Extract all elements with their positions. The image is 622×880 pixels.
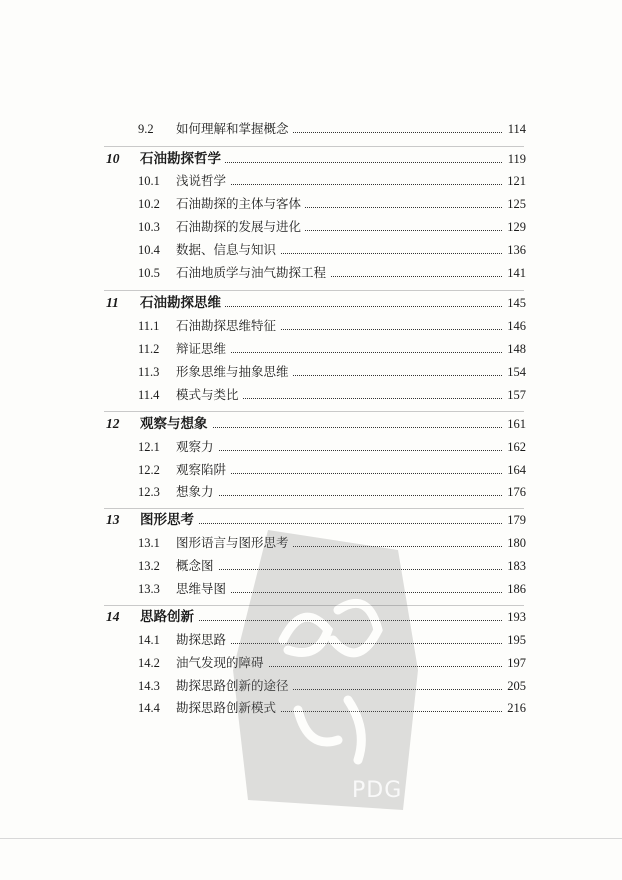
section-number: 12.1 <box>138 440 160 454</box>
toc-entry-10-1[interactable] <box>0 170 622 192</box>
chapter-title: 思路创新 <box>140 606 198 628</box>
section-title: 想象力 <box>176 481 218 503</box>
page-number: 183 <box>504 555 526 577</box>
page-number: 164 <box>504 459 526 481</box>
section-number: 14.2 <box>138 656 160 670</box>
chapter-number: 12 <box>106 416 120 431</box>
page-number: 157 <box>504 384 526 406</box>
toc-chapter-12[interactable] <box>0 413 622 435</box>
page-bottom-rule <box>0 838 622 839</box>
chapter-number: 11 <box>106 295 119 310</box>
toc-entry-10-4[interactable] <box>0 239 622 261</box>
page-number: 205 <box>504 675 526 697</box>
section-number: 11.1 <box>138 319 160 333</box>
section-title: 辩证思维 <box>176 338 230 360</box>
toc-entry-11-3[interactable] <box>0 361 622 383</box>
section-title: 勘探思路创新的途径 <box>176 675 293 697</box>
section-title: 观察力 <box>176 436 218 458</box>
section-number: 11.4 <box>138 388 160 402</box>
section-title: 石油勘探的发展与进化 <box>176 216 305 238</box>
page-number: 145 <box>504 292 526 314</box>
page-number: 193 <box>504 606 526 628</box>
page-number: 162 <box>504 436 526 458</box>
page-number: 179 <box>504 509 526 531</box>
toc-entry-10-3[interactable] <box>0 216 622 238</box>
toc-entry-12-3[interactable] <box>0 481 622 503</box>
toc-chapter-10[interactable] <box>0 148 622 170</box>
toc-entry-9-2[interactable] <box>0 118 622 140</box>
section-title: 观察陷阱 <box>176 459 230 481</box>
page-number: 154 <box>504 361 526 383</box>
section-number: 13.1 <box>138 536 160 550</box>
page-number: 148 <box>504 338 526 360</box>
section-title: 油气发现的障碍 <box>176 652 268 674</box>
section-number: 10.4 <box>138 243 160 257</box>
section-number: 10.5 <box>138 266 160 280</box>
section-number: 10.1 <box>138 174 160 188</box>
section-number: 14.3 <box>138 679 160 693</box>
chapter-title: 图形思考 <box>140 509 198 531</box>
section-title: 数据、信息与知识 <box>176 239 280 261</box>
section-number: 10.2 <box>138 197 160 211</box>
chapter-number: 14 <box>106 609 120 624</box>
chapter-divider <box>104 411 524 412</box>
section-title: 勘探思路创新模式 <box>176 697 280 719</box>
toc-entry-12-2[interactable] <box>0 459 622 481</box>
toc-entry-12-1[interactable] <box>0 436 622 458</box>
section-title: 形象思维与抽象思维 <box>176 361 293 383</box>
section-number: 9.2 <box>138 122 154 136</box>
section-number: 13.3 <box>138 582 160 596</box>
page-number: 146 <box>504 315 526 337</box>
page-number: 186 <box>504 578 526 600</box>
section-title: 石油勘探思维特征 <box>176 315 280 337</box>
toc-chapter-11[interactable] <box>0 292 622 314</box>
section-title: 如何理解和掌握概念 <box>176 118 293 140</box>
section-title: 浅说哲学 <box>176 170 230 192</box>
dot-leader <box>176 481 502 496</box>
page-number: 119 <box>505 148 526 170</box>
chapter-divider <box>104 146 524 147</box>
page-number: 125 <box>504 193 526 215</box>
section-number: 12.2 <box>138 463 160 477</box>
section-title: 模式与类比 <box>176 384 243 406</box>
section-title: 石油勘探的主体与客体 <box>176 193 305 215</box>
chapter-title: 观察与想象 <box>140 413 212 435</box>
section-number: 11.2 <box>138 342 160 356</box>
section-number: 14.4 <box>138 701 160 715</box>
toc-entry-11-2[interactable] <box>0 338 622 360</box>
toc-entry-11-4[interactable] <box>0 384 622 406</box>
page-number: 176 <box>504 481 526 503</box>
section-number: 11.3 <box>138 365 160 379</box>
toc-entry-10-5[interactable] <box>0 262 622 284</box>
page-number: 136 <box>504 239 526 261</box>
page-number: 141 <box>504 262 526 284</box>
section-title: 石油地质学与油气勘探工程 <box>176 262 330 284</box>
section-title: 思维导图 <box>176 578 230 600</box>
dot-leader <box>176 436 502 451</box>
chapter-title: 石油勘探思维 <box>140 292 225 314</box>
chapter-number: 13 <box>106 512 120 527</box>
section-title: 勘探思路 <box>176 629 230 651</box>
watermark-seal-icon <box>228 520 428 820</box>
toc-entry-11-1[interactable] <box>0 315 622 337</box>
section-number: 13.2 <box>138 559 160 573</box>
page-number: 129 <box>504 216 526 238</box>
page-number: 216 <box>504 697 526 719</box>
page-number: 197 <box>504 652 526 674</box>
section-title: 图形语言与图形思考 <box>176 532 293 554</box>
section-number: 10.3 <box>138 220 160 234</box>
page-number: 121 <box>504 170 526 192</box>
toc-entry-10-2[interactable] <box>0 193 622 215</box>
page-number: 161 <box>504 413 526 435</box>
section-number: 14.1 <box>138 633 160 647</box>
chapter-title: 石油勘探哲学 <box>140 148 225 170</box>
page-number: 195 <box>504 629 526 651</box>
section-number: 12.3 <box>138 485 160 499</box>
page-number: 180 <box>504 532 526 554</box>
chapter-divider <box>104 290 524 291</box>
watermark-text: PDG <box>352 778 403 803</box>
section-title: 概念图 <box>176 555 218 577</box>
chapter-number: 10 <box>106 151 120 166</box>
page-number: 114 <box>505 118 526 140</box>
